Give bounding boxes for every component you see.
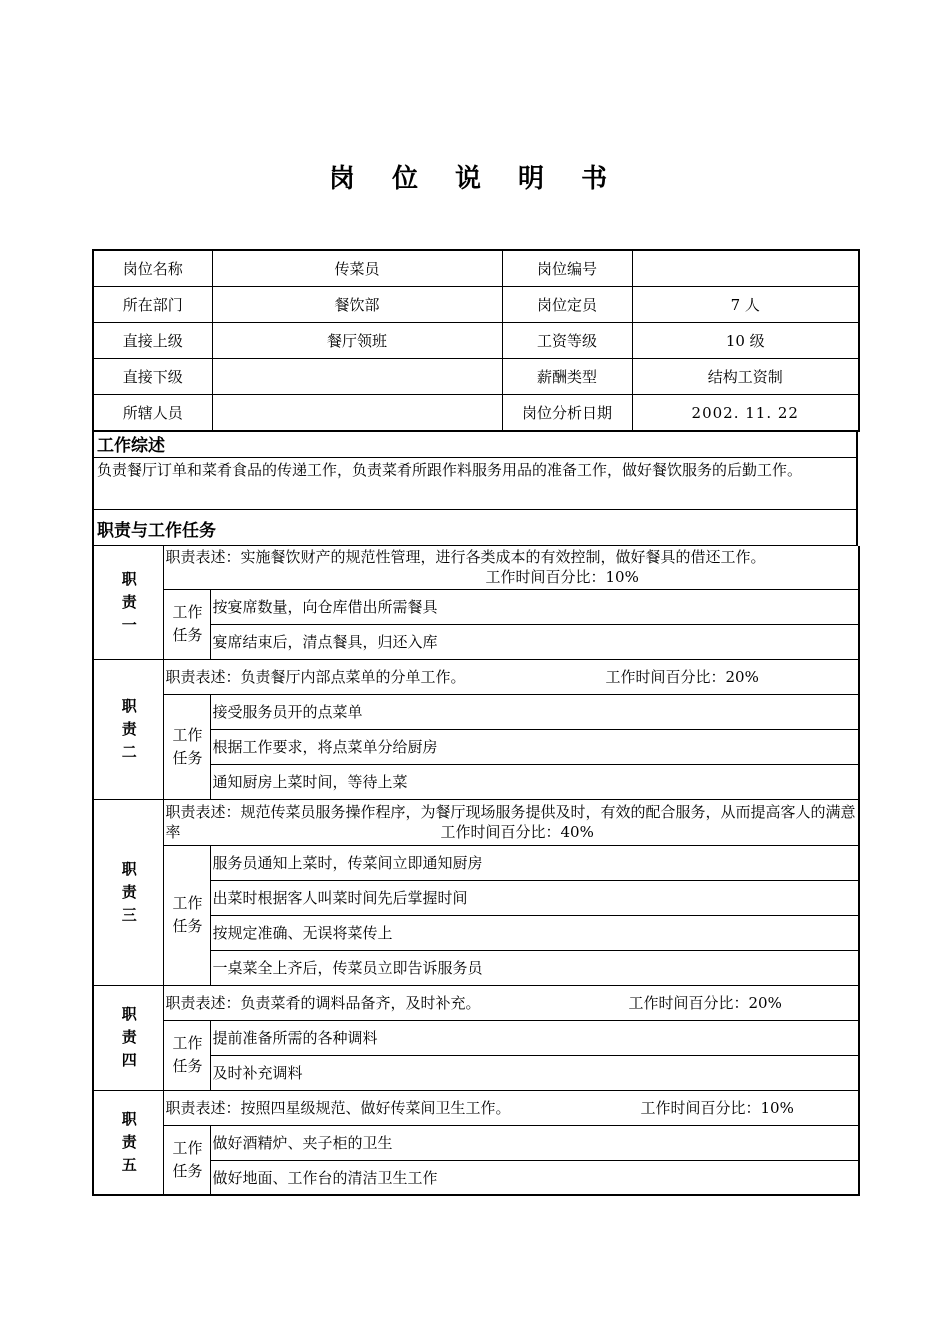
task-label-text: 工作任务	[172, 894, 203, 935]
task-item: 接受服务员开的点菜单	[210, 694, 859, 729]
task-item: 通知厨房上菜时间，等待上菜	[210, 764, 859, 799]
duty-statement	[163, 659, 859, 694]
info-value: 餐厅领班	[212, 323, 502, 359]
task-item: 提前准备所需的各种调料	[210, 1020, 859, 1055]
duty-label-text: 职责三	[121, 859, 137, 924]
info-label: 岗位名称	[93, 250, 212, 287]
info-value	[212, 359, 502, 395]
duty-statement-row	[93, 1090, 859, 1125]
duties-heading: 职责与工作任务	[92, 510, 858, 546]
info-value: 2002. 11. 22	[632, 395, 859, 432]
work-summary-section	[92, 430, 858, 510]
duty-label-text: 职责二	[121, 696, 137, 761]
task-item: 根据工作要求，将点菜单分给厨房	[210, 729, 859, 764]
task-item: 一桌菜全上齐后，传菜员立即告诉服务员	[210, 950, 859, 985]
task-item: 按宴席数量，向仓库借出所需餐具	[210, 589, 859, 624]
duty-time-percent: 工作时间百分比：20%	[605, 667, 759, 686]
duty-statement-text: 职责表述：负责餐厅内部点菜单的分单工作。	[165, 667, 466, 686]
task-row	[93, 1020, 859, 1055]
info-value	[212, 395, 502, 432]
task-label-text: 工作任务	[172, 603, 203, 644]
task-label-text: 工作任务	[172, 1138, 203, 1180]
task-item: 按规定准确、无误将菜传上	[210, 915, 859, 950]
info-label: 所在部门	[93, 287, 212, 323]
duty-statement-row	[93, 659, 859, 694]
info-label: 薪酬类型	[502, 359, 632, 395]
duty-label	[93, 985, 163, 1090]
duty-statement-text: 职责表述：实施餐饮财产的规范性管理，进行各类成本的有效控制，做好餐具的借还工作。	[165, 548, 766, 567]
task-label	[163, 1125, 210, 1195]
task-item: 服务员通知上菜时，传菜间立即通知厨房	[210, 845, 859, 880]
info-row	[93, 359, 859, 395]
duty-label	[93, 546, 163, 659]
info-value	[632, 250, 859, 287]
duty-statement	[163, 546, 859, 589]
duty-time-percent: 工作时间百分比：10%	[640, 1098, 794, 1117]
work-summary-heading: 工作综述	[94, 432, 856, 458]
duty-statement-text: 职责表述：负责菜肴的调料品备齐，及时补充。	[165, 993, 481, 1012]
info-row	[93, 323, 859, 359]
info-value: 结构工资制	[632, 359, 859, 395]
duty-label-text: 职责五	[121, 1109, 137, 1174]
page-title: 岗 位 说 明 书	[328, 164, 622, 194]
duty-statement	[163, 799, 859, 845]
info-row	[93, 287, 859, 323]
duty-statement	[163, 1090, 859, 1125]
info-label: 岗位编号	[502, 250, 632, 287]
task-row	[93, 1125, 859, 1160]
duty-time-percent: 工作时间百分比：40%	[440, 823, 594, 841]
task-row	[93, 694, 859, 729]
position-info-table	[92, 249, 860, 432]
info-value: 传菜员	[212, 250, 502, 287]
duty-statement-row	[93, 546, 859, 589]
info-label: 工资等级	[502, 323, 632, 359]
duty-statement-row	[93, 799, 859, 845]
info-value: 餐饮部	[212, 287, 502, 323]
info-label: 直接上级	[93, 323, 212, 359]
info-value: 7 人	[632, 287, 859, 323]
duty-label	[93, 799, 163, 985]
duty-statement	[163, 985, 859, 1020]
info-label: 所辖人员	[93, 395, 212, 432]
duty-statement-text: 职责表述：规范传菜员服务操作程序，为餐厅现场服务提供及时，有效的配合服务，从而提高客人的满意率	[165, 803, 856, 841]
task-item: 宴席结束后，清点餐具，归还入库	[210, 624, 859, 659]
info-label: 岗位分析日期	[502, 395, 632, 432]
task-row	[93, 589, 859, 624]
task-item: 及时补充调料	[210, 1055, 859, 1090]
task-item: 出菜时根据客人叫菜时间先后掌握时间	[210, 880, 859, 915]
task-item: 做好酒精炉、夹子柜的卫生	[210, 1125, 859, 1160]
info-label: 岗位定员	[502, 287, 632, 323]
task-row	[93, 845, 859, 880]
duty-time-percent: 工作时间百分比：10%	[485, 568, 639, 587]
info-value: 10 级	[632, 323, 859, 359]
task-label	[163, 1020, 210, 1090]
work-summary-text: 负责餐厅订单和菜肴食品的传递工作，负责菜肴所跟作料服务用品的准备工作，做好餐饮服务的后勤工作。	[97, 461, 803, 479]
info-row	[93, 395, 859, 432]
task-label-text: 工作任务	[172, 725, 203, 767]
duty-label-text: 职责四	[121, 1005, 137, 1069]
info-label: 直接下级	[93, 359, 212, 395]
duty-label	[93, 659, 163, 799]
duties-table	[92, 546, 860, 1196]
duty-label-text: 职责一	[121, 569, 137, 634]
duty-statement-text: 职责表述：按照四星级规范、做好传菜间卫生工作。	[165, 1098, 511, 1117]
task-item: 做好地面、工作台的清洁卫生工作	[210, 1160, 859, 1195]
duty-time-percent: 工作时间百分比：20%	[628, 993, 782, 1012]
duty-statement-row	[93, 985, 859, 1020]
task-label	[163, 694, 210, 799]
duty-label	[93, 1090, 163, 1195]
task-label-text: 工作任务	[172, 1034, 203, 1075]
info-row	[93, 250, 859, 287]
task-label	[163, 845, 210, 985]
task-label	[163, 589, 210, 659]
